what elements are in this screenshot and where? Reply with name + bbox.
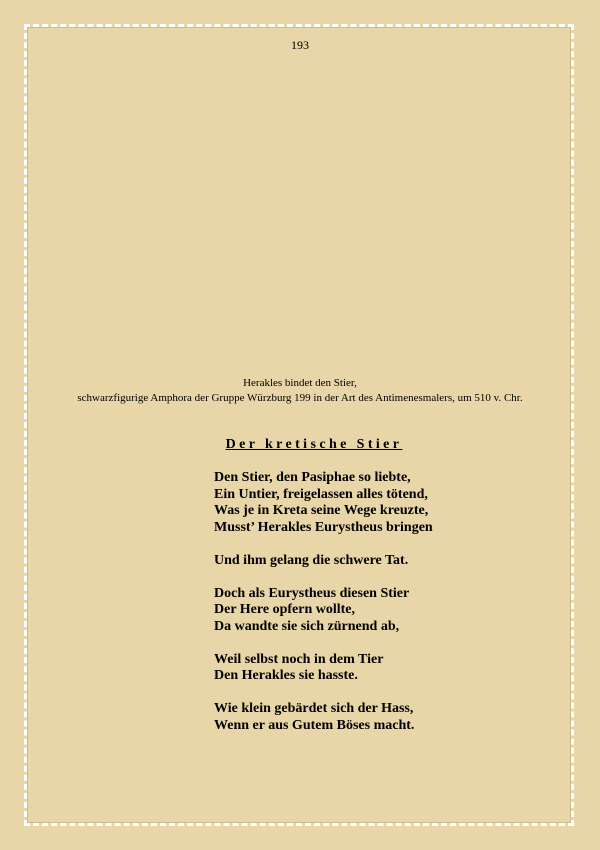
- poem-line: Den Herakles sie hasste.: [214, 668, 358, 683]
- poem-line: Ein Untier, freigelassen alles tötend,: [214, 486, 428, 502]
- caption-line-2: schwarzfigurige Amphora der Gruppe Würzburg 199 in der Art des Antimenesmalers, um 510 v. Chr.: [77, 392, 523, 404]
- page-number: 193: [291, 38, 309, 52]
- poem-line: Doch als Eurystheus diesen Stier: [214, 585, 410, 601]
- poem-line: Und ihm gelang die schwere Tat.: [214, 552, 409, 568]
- figure-caption: [0, 376, 600, 406]
- stanza: [214, 701, 433, 734]
- poem-line: Wie klein gebärdet sich der Hass,: [214, 701, 414, 716]
- stanza: [214, 586, 433, 636]
- poem-title: Der kretische Stier: [225, 437, 403, 452]
- poem-line: Da wandte sie sich zürnend ab,: [214, 618, 400, 634]
- figure-image-area: [150, 70, 450, 360]
- poem-line: Den Stier, den Pasiphae so liebte,: [214, 470, 411, 485]
- stanza: [214, 470, 433, 536]
- poem-line: Musst’ Herakles Eurystheus bringen: [214, 519, 433, 535]
- stanza: [214, 553, 433, 570]
- poem-line: Was je in Kreta seine Wege kreuzte,: [214, 503, 429, 518]
- poem-line: Weil selbst noch in dem Tier: [214, 651, 384, 667]
- poem-body: [214, 470, 433, 751]
- poem-line: Der Here opfern wollte,: [214, 602, 355, 617]
- stanza: [214, 652, 433, 685]
- caption-line-1: Herakles bindet den Stier,: [243, 377, 357, 389]
- poem-line: Wenn er aus Gutem Böses macht.: [214, 717, 415, 733]
